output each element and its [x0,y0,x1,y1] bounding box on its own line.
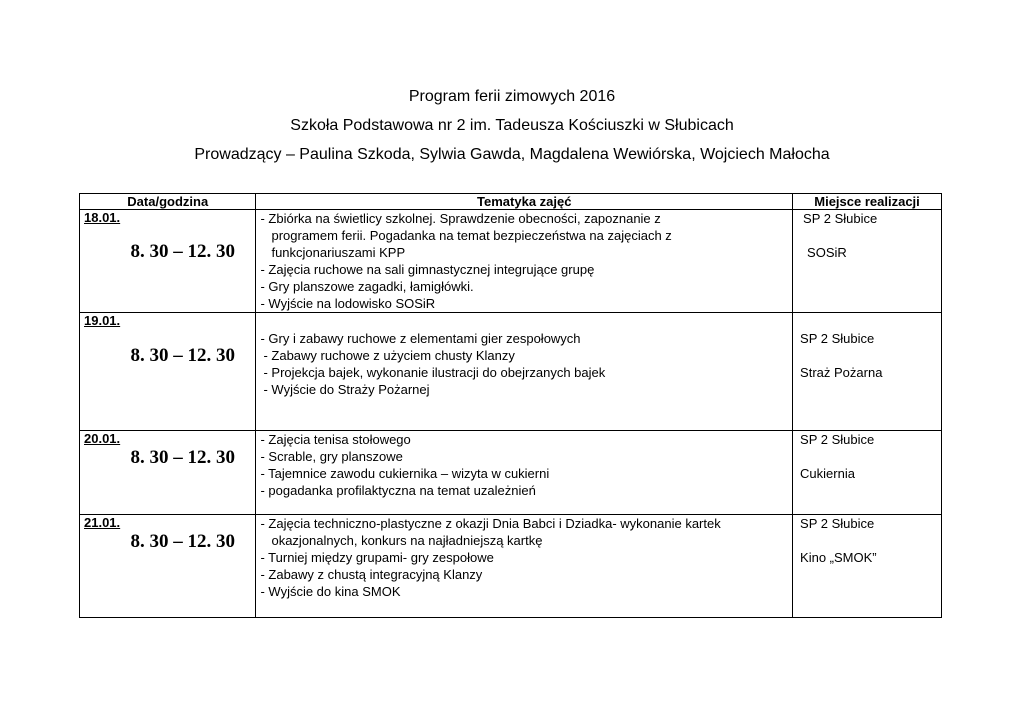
table-header-row [80,194,942,210]
place-item: Straż Pożarna [800,365,883,380]
column-header-date: Data/godzina [80,194,256,210]
place-item: SP 2 Słubice [803,211,878,226]
topic-cell [256,313,793,431]
column-header-topic: Tematyka zajęć [256,194,793,210]
topic-item: funkcjonariuszami KPP [271,245,406,260]
topic-item: - pogadanka profilaktyczna na temat uzależnień [260,483,536,498]
leaders-line: Prowadzący – Paulina Szkoda, Sylwia Gawda, Magdalena Wewiórska, Wojciech Małocha [194,146,830,163]
topic-cell [256,431,793,515]
column-header-place: Miejsce realizacji [793,194,942,210]
topic-item: - Gry planszowe zagadki, łamigłówki. [260,279,474,294]
place-item: Kino „SMOK” [800,550,877,565]
row-time: 8. 30 – 12. 30 [130,447,235,468]
topic-item: - Tajemnice zawodu cukiernika – wizyta w cukierni [260,466,550,481]
date-cell [80,515,256,618]
row-date: 19.01. [84,313,121,328]
date-cell [80,210,256,313]
place-cell [793,515,942,618]
topic-item: programem ferii. Pogadanka na temat bezpieczeństwa na zajęciach z [271,228,672,243]
topic-item: - Zbiórka na świetlicy szkolnej. Sprawdzenie obecności, zapoznanie z [260,211,661,226]
topic-item: - Projekcja bajek, wykonanie ilustracji do obejrzanych bajek [263,365,606,380]
table-row [80,431,942,515]
date-cell [80,431,256,515]
topic-item: - Gry i zabawy ruchowe z elementami gier zespołowych [260,331,581,346]
place-cell [793,313,942,431]
topic-item: - Turniej między grupami- gry zespołowe [260,550,494,565]
place-item: SOSiR [807,245,847,260]
schedule-table [79,193,942,618]
document-title: Program ferii zimowych 2016 [408,88,616,105]
place-item: SP 2 Słubice [800,516,875,531]
topic-item: okazjonalnych, konkurs na najładniejszą kartkę [271,533,543,548]
place-item: SP 2 Słubice [800,331,875,346]
topic-item: - Zabawy ruchowe z użyciem chusty Klanzy [263,348,515,363]
table-row [80,515,942,618]
school-name: Szkoła Podstawowa nr 2 im. Tadeusza Kościuszki w Słubicach [290,117,734,134]
topic-item: - Zajęcia techniczno-plastyczne z okazji Dnia Babci i Dziadka- wykonanie kartek [260,516,721,531]
topic-item: - Zabawy z chustą integracyjną Klanzy [260,567,483,582]
table-row [80,313,942,431]
topic-cell [256,515,793,618]
topic-cell [256,210,793,313]
topic-item: - Scrable, gry planszowe [260,449,403,464]
topic-item: - Wyjście do Straży Pożarnej [263,382,430,397]
place-cell [793,210,942,313]
topic-item: - Zajęcia tenisa stołowego [260,432,411,447]
row-date: 18.01. [84,210,121,225]
topic-item: - Zajęcia ruchowe na sali gimnastycznej integrujące grupę [260,262,595,277]
table-row [80,210,942,313]
row-date: 20.01. [84,431,121,446]
row-time: 8. 30 – 12. 30 [130,345,235,366]
place-item: Cukiernia [800,466,855,481]
row-time: 8. 30 – 12. 30 [130,241,235,262]
topic-item: - Wyjście do kina SMOK [260,584,401,599]
row-date: 21.01. [84,515,121,530]
row-time: 8. 30 – 12. 30 [130,531,235,552]
place-item: SP 2 Słubice [800,432,875,447]
date-cell [80,313,256,431]
topic-item: - Wyjście na lodowisko SOSiR [260,296,436,311]
place-cell [793,431,942,515]
